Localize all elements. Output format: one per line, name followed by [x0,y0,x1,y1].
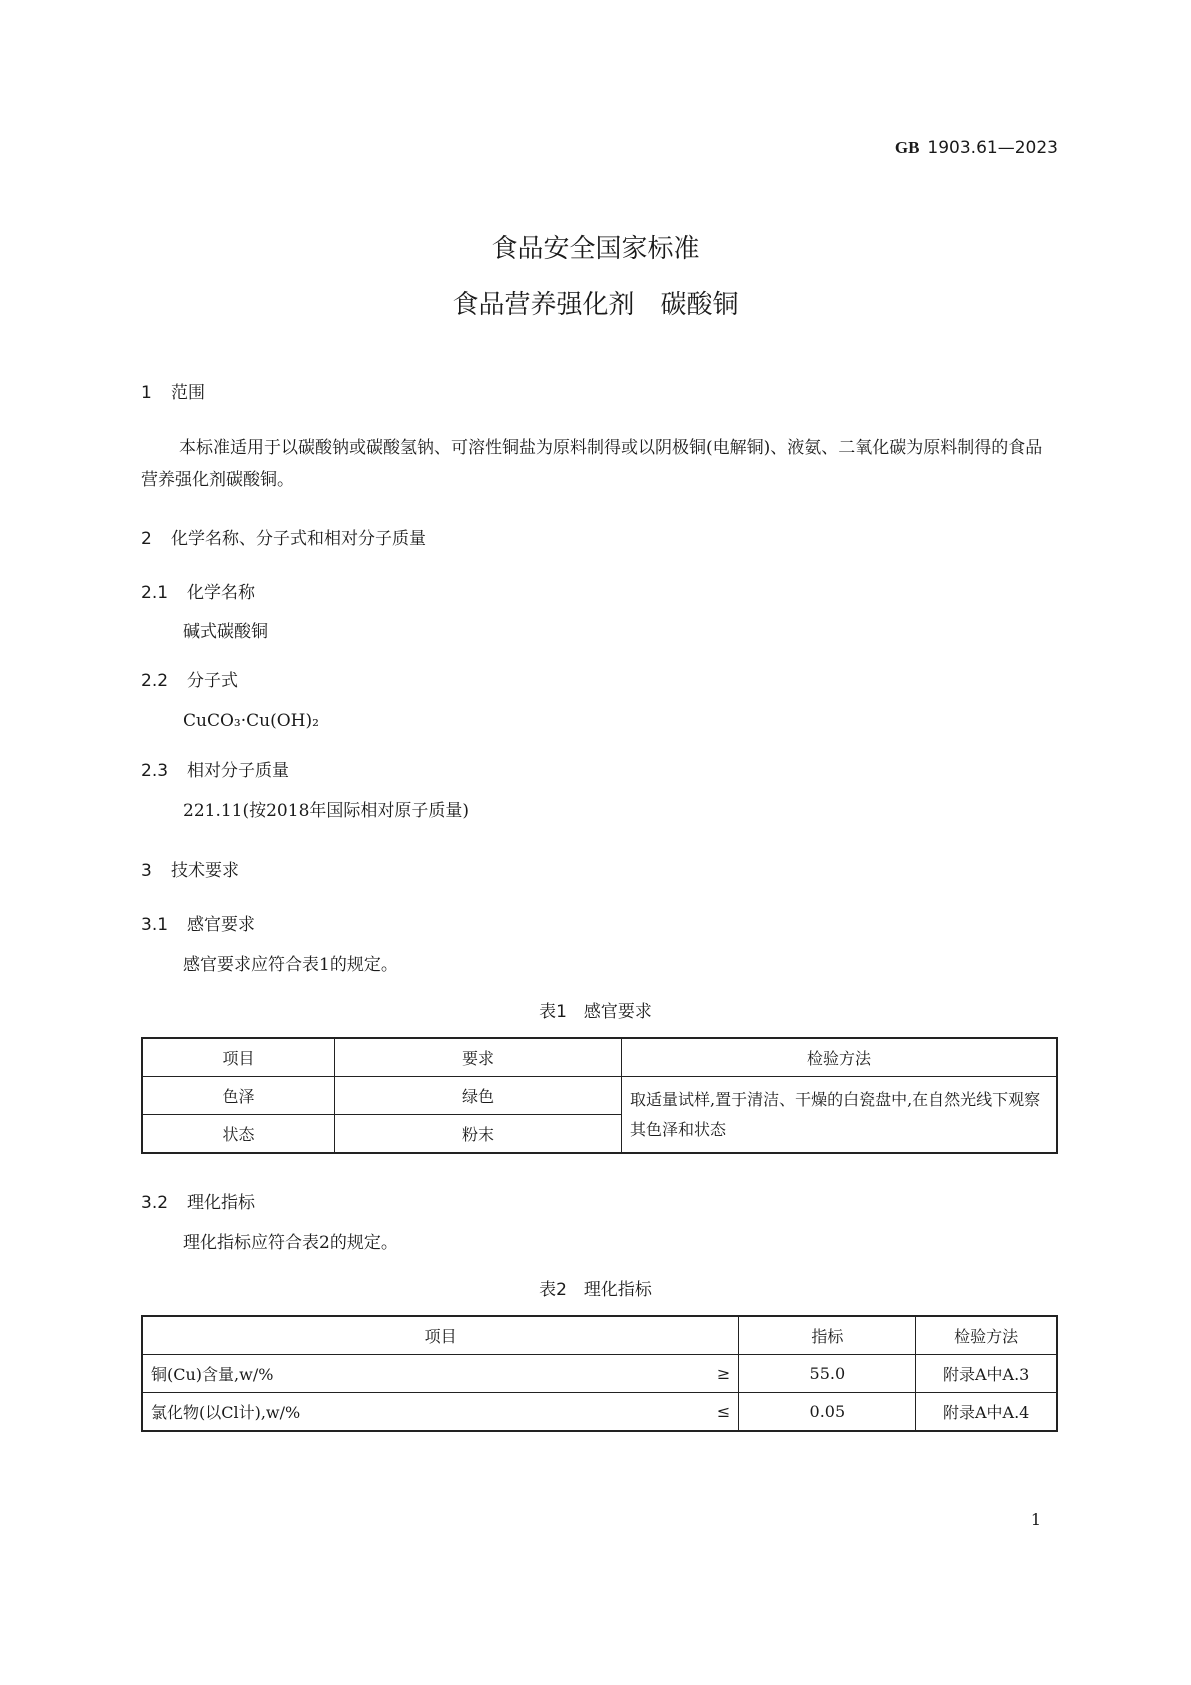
table-2-header: 项目 [142,1316,739,1355]
std-number: 1903.61—2023 [927,138,1058,158]
table-2 [141,1315,1058,1432]
table-2-header: 指标 [739,1316,916,1355]
section-3-heading: 3 技术要求 [141,861,239,881]
page-number: 1 [1030,1510,1041,1529]
standard-code [895,138,1058,158]
section-1-heading: 1 范围 [141,383,205,403]
table-row: 色泽 绿色 取适量试样,置于清洁、干燥的白瓷盘中,在自然光线下观察其色泽和状态 [142,1077,1057,1115]
section-2-3-heading: 2.3 相对分子质量 [141,761,289,781]
section-2-1-heading: 2.1 化学名称 [141,583,255,603]
table-2-header: 检验方法 [916,1316,1057,1355]
table-2-caption: 表2 理化指标 [539,1280,652,1300]
section-2-2-heading: 2.2 分子式 [141,671,238,691]
section-2-2-body: CuCO₃·Cu(OH)₂ [183,711,319,731]
table-1-caption: 表1 感官要求 [539,1002,652,1022]
doc-subtitle: 食品营养强化剂 碳酸铜 [452,290,739,320]
section-2-3-body: 221.11(按2018年国际相对原子质量) [183,801,470,821]
table-1 [141,1037,1058,1154]
std-prefix: GB [894,138,920,157]
section-3-2-heading: 3.2 理化指标 [141,1193,255,1213]
section-3-1-body: 感官要求应符合表1的规定。 [183,955,398,975]
section-3-1-heading: 3.1 感官要求 [141,915,255,935]
table-1-header: 要求 [335,1038,622,1077]
section-1-body: 本标准适用于以碳酸钠或碳酸氢钠、可溶性铜盐为原料制得或以阴极铜(电解铜)、液氨、二氧化碳为原料制得的食品营养强化剂碳酸铜。 [141,438,1043,490]
section-3-2-body: 理化指标应符合表2的规定。 [183,1233,398,1253]
table-row: 状态 粉末 [142,1115,1057,1154]
table-1-header: 检验方法 [622,1038,1058,1077]
table-1-method: 取适量试样,置于清洁、干燥的白瓷盘中,在自然光线下观察其色泽和状态 [622,1077,1058,1154]
doc-title: 食品安全国家标准 [491,234,700,264]
table-row: 氯化物(以Cl计),w/% ≤ 0.05 附录A中A.4 [142,1393,1057,1432]
section-2-heading: 2 化学名称、分子式和相对分子质量 [141,529,426,549]
table-1-header: 项目 [142,1038,335,1077]
section-2-1-body: 碱式碳酸铜 [183,622,268,642]
table-row: 铜(Cu)含量,w/% ≥ 55.0 附录A中A.3 [142,1355,1057,1393]
